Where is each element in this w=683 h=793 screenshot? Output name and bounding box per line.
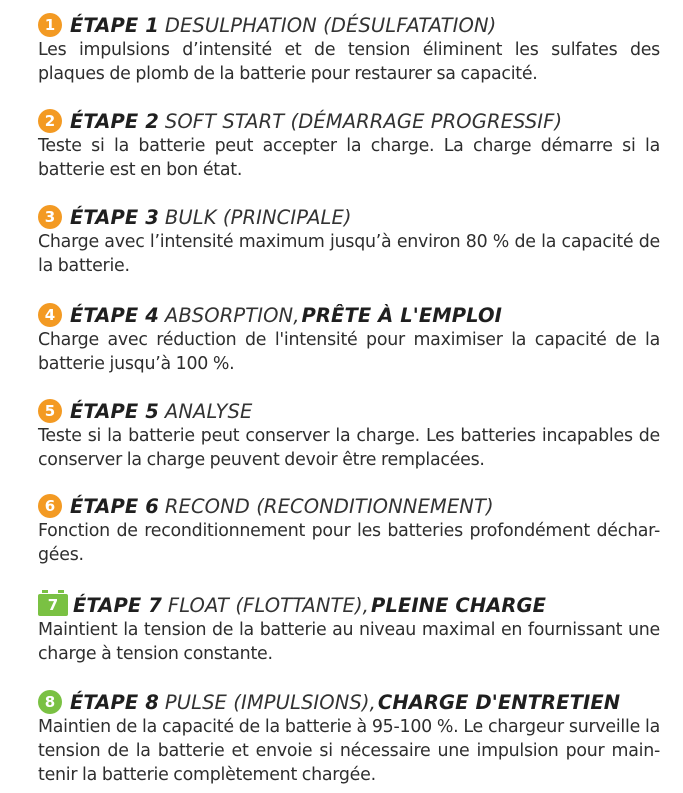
number-6-circle-icon: 6 — [38, 494, 62, 518]
step-7 — [38, 592, 660, 666]
number-2-circle-icon: 2 — [38, 109, 62, 133]
step-8 — [38, 689, 660, 787]
number-3-circle-icon: 3 — [38, 205, 62, 229]
step-description: Maintient la tension de la batterie au niveau maximal en fournissant une charge à tension constante. — [38, 620, 660, 664]
step-heading — [38, 689, 660, 715]
step-label: ÉTAPE 2 — [70, 109, 159, 133]
step-name: DESULPHATION (DÉSULFATATION) — [164, 13, 497, 37]
step-description: Les impulsions d’intensité et de tension éliminent les sulfates des plaques de plomb de la batterie pour restaurer sa capacité. — [38, 40, 660, 84]
step-name: PULSE (IMPULSIONS), — [164, 690, 376, 714]
step-5 — [38, 398, 660, 472]
step-name: ABSORPTION, — [164, 303, 300, 327]
step-status: PRÊTE À L'EMPLOI — [301, 303, 503, 327]
step-heading — [38, 204, 660, 230]
step-status: PLEINE CHARGE — [370, 593, 547, 617]
number-4-circle-icon: 4 — [38, 303, 62, 327]
number-8-circle-icon: 8 — [38, 690, 62, 714]
step-label: ÉTAPE 6 — [70, 494, 159, 518]
step-2 — [38, 108, 660, 182]
step-label: ÉTAPE 1 — [70, 13, 159, 37]
step-description: Fonction de reconditionnement pour les batteries profondément déchar- gées. — [38, 521, 660, 565]
step-3 — [38, 204, 660, 278]
step-6 — [38, 493, 660, 567]
step-description: Teste si la batterie peut conserver la charge. Les batteries incapables de conserver la charge peuvent devoir être remplacées. — [38, 426, 660, 470]
step-label: ÉTAPE 5 — [70, 399, 159, 423]
step-heading — [38, 302, 660, 328]
step-label: ÉTAPE 8 — [70, 690, 159, 714]
step-description: Charge avec l’intensité maximum jusqu’à environ 80 % de la capacité de la batterie. — [38, 232, 660, 276]
step-4 — [38, 302, 660, 376]
step-status: CHARGE D'ENTRETIEN — [377, 690, 621, 714]
step-name: RECOND (RECONDITIONNEMENT) — [164, 494, 494, 518]
step-label: ÉTAPE 4 — [70, 303, 159, 327]
step-name: SOFT START (DÉMARRAGE PROGRESSIF) — [164, 109, 563, 133]
step-heading — [38, 398, 660, 424]
step-heading — [38, 493, 660, 519]
step-heading — [38, 592, 660, 618]
step-name: FLOAT (FLOTTANTE), — [167, 593, 369, 617]
step-description: Charge avec réduction de l'intensité pour maximiser la capacité de la batterie jusqu’à 100 %. — [38, 330, 660, 374]
step-heading — [38, 108, 660, 134]
number-1-circle-icon: 1 — [38, 13, 62, 37]
step-name: BULK (PRINCIPALE) — [164, 205, 352, 229]
number-5-circle-icon: 5 — [38, 399, 62, 423]
step-description: Teste si la batterie peut accepter la charge. La charge démarre si la batterie est en bon état. — [38, 136, 660, 180]
step-heading — [38, 12, 660, 38]
step-name: ANALYSE — [164, 399, 253, 423]
step-1 — [38, 12, 660, 86]
step-label: ÉTAPE 3 — [70, 205, 159, 229]
step-label: ÉTAPE 7 — [73, 593, 162, 617]
battery-7-icon: 7 — [38, 594, 68, 616]
step-description: Maintien de la capacité de la batterie à 95-100 %. Le chargeur surveille la tension de la batterie et envoie si nécessaire une impulsion pour main- tenir la batterie complètement chargée. — [38, 717, 660, 785]
